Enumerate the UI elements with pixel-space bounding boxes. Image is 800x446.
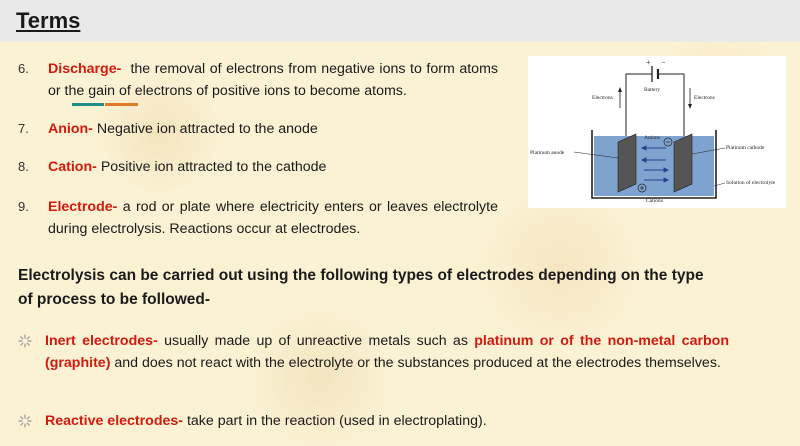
term-cation: [18, 156, 498, 178]
electron-arrowhead-right: [688, 104, 692, 109]
platinum-anode-label: Platinum anode: [530, 150, 565, 156]
term-definition: Negative ion attracted to the anode: [96, 121, 318, 137]
cations-label: Cations: [646, 198, 663, 204]
term-label: Discharge-: [48, 61, 122, 77]
electrolysis-diagram-svg: [528, 56, 786, 208]
term-definition: Positive ion attracted to the cathode: [100, 159, 327, 175]
page-title: Terms: [16, 8, 81, 33]
term-number: 9.: [18, 199, 29, 214]
term-label: Electrode-: [48, 199, 118, 215]
electrolyte-solution: [594, 136, 714, 196]
bullet-text: usually made up of unreactive metals such as: [164, 333, 468, 349]
bullet-term: Reactive electrodes-: [45, 413, 184, 429]
term-definition: the removal of electrons from negative ions to form atoms or the gain of electrons of positive ions to become atoms.: [48, 61, 498, 99]
anions-label: Anions: [644, 135, 660, 141]
title-bar: [0, 0, 800, 42]
battery-minus: −: [661, 58, 666, 67]
bullet-text: take part in the reaction (used in electroplating).: [186, 413, 487, 429]
sparkle-bullet-icon: [18, 334, 32, 348]
electrolysis-diagram: [528, 56, 786, 208]
battery-plus: +: [646, 58, 651, 67]
sparkle-bullet-icon: [18, 414, 32, 428]
electron-arrowhead-left: [618, 87, 622, 92]
accent-underline: [72, 103, 138, 106]
term-number: 6.: [18, 61, 29, 76]
bullet-term: Inert electrodes-: [45, 333, 158, 349]
cathode-plate: [674, 134, 692, 192]
bullet-reactive-electrodes: [18, 410, 730, 432]
bullet-text: and does not react with the electrolyte or the substances produced at the electrodes themselves.: [114, 355, 721, 371]
term-anion: [18, 118, 498, 140]
bullet-inert-electrodes: [18, 330, 730, 396]
bullet-highlight: platinum or of the non-metal carbon (graphite): [45, 333, 729, 371]
term-number: 7.: [18, 121, 29, 136]
term-number: 8.: [18, 159, 29, 174]
solution-label: Solution of electrolyte: [726, 180, 776, 186]
term-electrode: [18, 196, 498, 242]
term-discharge: [18, 58, 498, 104]
anode-plate: [618, 134, 636, 192]
term-label: Cation-: [48, 159, 97, 175]
term-definition: a rod or plate where electricity enters or leaves electrolyte during electrolysis. Reactions occur at electrodes.: [48, 199, 498, 237]
electrons-left-label: Electrons: [592, 95, 613, 101]
platinum-cathode-label: Platinum cathode: [726, 145, 765, 151]
battery-label: Battery: [644, 87, 661, 93]
electrons-right-label: Electrons: [694, 95, 715, 101]
term-label: Anion-: [48, 121, 93, 137]
wire-left: [626, 74, 652, 144]
electrode-types-heading: Electrolysis can be carried out using the following types of electrodes depending on the type of process to be followed-: [18, 267, 704, 308]
wire-right: [658, 74, 684, 144]
